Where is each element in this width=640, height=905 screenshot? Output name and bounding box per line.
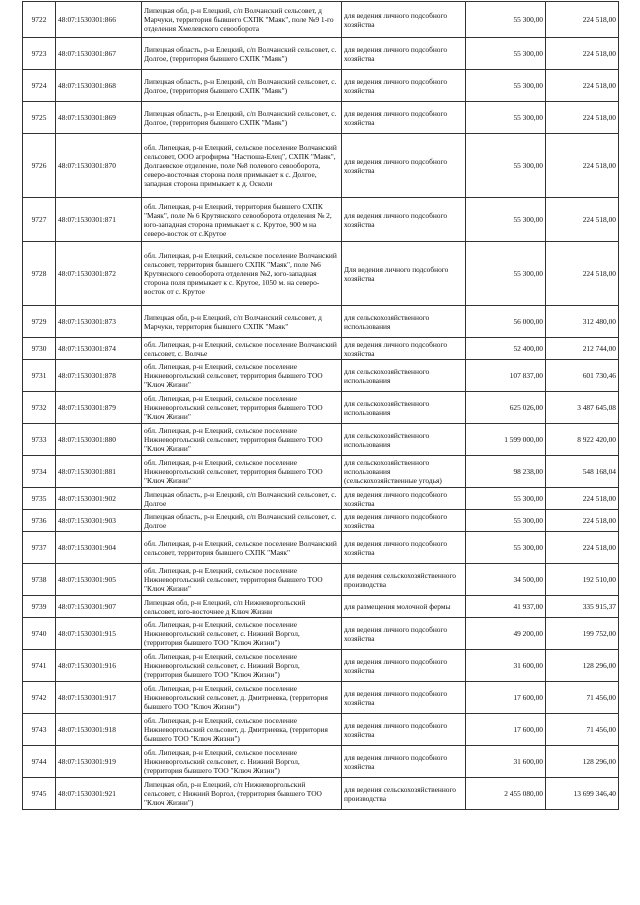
table-row bbox=[23, 70, 619, 102]
permitted-use-cell: для ведения личного подсобного хозяйства bbox=[342, 198, 466, 242]
permitted-use-cell: для сельскохозяйственного использования bbox=[342, 424, 466, 456]
cadastral-value-cell: 212 744,00 bbox=[546, 338, 619, 360]
cadastral-number-cell: 48:07:1530301:866 bbox=[56, 2, 142, 38]
row-number-cell: 9730 bbox=[23, 338, 56, 360]
cadastral-value-cell: 601 730,46 bbox=[546, 360, 619, 392]
table-row bbox=[23, 338, 619, 360]
cadastral-number-cell: 48:07:1530301:874 bbox=[56, 338, 142, 360]
permitted-use-cell: для размещения молочной фермы bbox=[342, 596, 466, 618]
permitted-use-cell: для сельскохозяйственного использования bbox=[342, 360, 466, 392]
table-row bbox=[23, 532, 619, 564]
row-number-cell: 9732 bbox=[23, 392, 56, 424]
row-number-cell: 9735 bbox=[23, 488, 56, 510]
area-cell: 55 300,00 bbox=[466, 134, 546, 198]
row-number-cell: 9742 bbox=[23, 682, 56, 714]
area-cell: 55 300,00 bbox=[466, 38, 546, 70]
area-cell: 55 300,00 bbox=[466, 510, 546, 532]
row-number-cell: 9724 bbox=[23, 70, 56, 102]
cadastral-number-cell: 48:07:1530301:870 bbox=[56, 134, 142, 198]
row-number-cell: 9726 bbox=[23, 134, 56, 198]
address-cell: обл. Липецкая, р-н Елецкий, сельское поселение Нижневоргольский сельсовет, территория бывшего ТОО "Ключ Жизни" bbox=[142, 392, 342, 424]
cadastral-number-cell: 48:07:1530301:869 bbox=[56, 102, 142, 134]
area-cell: 625 026,00 bbox=[466, 392, 546, 424]
address-cell: обл. Липецкая, р-н Елецкий, сельское поселение Нижневоргольский сельсовет, территория бывшего ТОО "Ключ Жизни" bbox=[142, 564, 342, 596]
row-number-cell: 9729 bbox=[23, 306, 56, 338]
area-cell: 49 200,00 bbox=[466, 618, 546, 650]
permitted-use-cell: для ведения личного подсобного хозяйства bbox=[342, 532, 466, 564]
table-row bbox=[23, 198, 619, 242]
permitted-use-cell: для сельскохозяйственного использования (сельскохозяйственные угодья) bbox=[342, 456, 466, 488]
area-cell: 55 300,00 bbox=[466, 242, 546, 306]
address-cell: обл. Липецкая, р-н Елецкий, сельское поселение Нижневоргольский сельсовет, с. Нижний Воргол, (территория бывшего ТОО "Ключ Жизни") bbox=[142, 746, 342, 778]
area-cell: 55 300,00 bbox=[466, 2, 546, 38]
table-row bbox=[23, 650, 619, 682]
address-cell: обл. Липецкая, р-н Елецкий, сельское поселение Нижневоргольский сельсовет, с. Нижний Воргол, (территория бывшего ТОО "Ключ Жизни") bbox=[142, 650, 342, 682]
permitted-use-cell: для сельскохозяйственного использования bbox=[342, 392, 466, 424]
table-row bbox=[23, 306, 619, 338]
row-number-cell: 9740 bbox=[23, 618, 56, 650]
table-row bbox=[23, 360, 619, 392]
table-row bbox=[23, 746, 619, 778]
table-row bbox=[23, 682, 619, 714]
permitted-use-cell: для ведения личного подсобного хозяйства bbox=[342, 38, 466, 70]
table-row bbox=[23, 134, 619, 198]
cadastral-number-cell: 48:07:1530301:902 bbox=[56, 488, 142, 510]
cadastral-number-cell: 48:07:1530301:871 bbox=[56, 198, 142, 242]
cadastral-value-cell: 548 168,04 bbox=[546, 456, 619, 488]
cadastral-number-cell: 48:07:1530301:867 bbox=[56, 38, 142, 70]
permitted-use-cell: для ведения личного подсобного хозяйства bbox=[342, 134, 466, 198]
cadastral-number-cell: 48:07:1530301:878 bbox=[56, 360, 142, 392]
address-cell: обл. Липецкая, р-н Елецкий, сельское поселение Нижневоргольский сельсовет, с. Нижний Воргол, (территория бывшего ТОО "Ключ Жизни") bbox=[142, 618, 342, 650]
address-cell: Липецкая обл, р-н Елецкий, с/п Волчанский сельсовет, д Марчуки, территория бывшего СХПК "Маяк", поле №9 1-го отделения Хмелевского севооборота bbox=[142, 2, 342, 38]
row-number-cell: 9728 bbox=[23, 242, 56, 306]
area-cell: 17 600,00 bbox=[466, 714, 546, 746]
area-cell: 1 599 000,00 bbox=[466, 424, 546, 456]
permitted-use-cell: для ведения личного подсобного хозяйства bbox=[342, 2, 466, 38]
row-number-cell: 9737 bbox=[23, 532, 56, 564]
cadastral-number-cell: 48:07:1530301:868 bbox=[56, 70, 142, 102]
cadastral-number-cell: 48:07:1530301:880 bbox=[56, 424, 142, 456]
permitted-use-cell: для ведения личного подсобного хозяйства bbox=[342, 618, 466, 650]
land-registry-table bbox=[22, 1, 619, 810]
cadastral-value-cell: 8 922 420,00 bbox=[546, 424, 619, 456]
permitted-use-cell: для ведения личного подсобного хозяйства bbox=[342, 102, 466, 134]
area-cell: 55 300,00 bbox=[466, 532, 546, 564]
permitted-use-cell: Для ведения личного подсобного хозяйства bbox=[342, 242, 466, 306]
address-cell: обл. Липецкая, р-н Елецкий, сельское поселение Нижневоргольский сельсовет, территория бывшего ТОО "Ключ Жизни" bbox=[142, 456, 342, 488]
area-cell: 55 300,00 bbox=[466, 70, 546, 102]
address-cell: Липецкая обл, р-н Елецкий, с/п Волчанский сельсовет, д Марчуки, территория бывшего СХПК "Маяк" bbox=[142, 306, 342, 338]
cadastral-value-cell: 3 487 645,08 bbox=[546, 392, 619, 424]
permitted-use-cell: для ведения личного подсобного хозяйства bbox=[342, 746, 466, 778]
cadastral-number-cell: 48:07:1530301:873 bbox=[56, 306, 142, 338]
area-cell: 2 455 080,00 bbox=[466, 778, 546, 810]
permitted-use-cell: для ведения личного подсобного хозяйства bbox=[342, 70, 466, 102]
cadastral-number-cell: 48:07:1530301:879 bbox=[56, 392, 142, 424]
address-cell: Липецкая область, р-н Елецкий, с/п Волчанский сельсовет, с. Долгое, (территория бывшего СХПК "Маяк") bbox=[142, 102, 342, 134]
cadastral-value-cell: 224 518,00 bbox=[546, 532, 619, 564]
row-number-cell: 9736 bbox=[23, 510, 56, 532]
table-row bbox=[23, 618, 619, 650]
cadastral-number-cell: 48:07:1530301:872 bbox=[56, 242, 142, 306]
cadastral-value-cell: 199 752,00 bbox=[546, 618, 619, 650]
cadastral-number-cell: 48:07:1530301:919 bbox=[56, 746, 142, 778]
area-cell: 31 600,00 bbox=[466, 650, 546, 682]
area-cell: 55 300,00 bbox=[466, 488, 546, 510]
cadastral-value-cell: 224 518,00 bbox=[546, 102, 619, 134]
address-cell: обл. Липецкая, р-н Елецкий, сельское поселение Нижневоргольский сельсовет, д. Дмитриевка, (территория бывшего ТОО "Ключ Жизни") bbox=[142, 714, 342, 746]
permitted-use-cell: для ведения личного подсобного хозяйства bbox=[342, 338, 466, 360]
address-cell: Липецкая область, р-н Елецкий, с/п Волчанский сельсовет, с. Долгое, (территория бывшего СХПК "Маяк") bbox=[142, 70, 342, 102]
table-row bbox=[23, 456, 619, 488]
table-row bbox=[23, 102, 619, 134]
area-cell: 31 600,00 bbox=[466, 746, 546, 778]
row-number-cell: 9722 bbox=[23, 2, 56, 38]
table-row bbox=[23, 2, 619, 38]
address-cell: обл. Липецкая, р-н Елецкий, сельское поселение Волчанский сельсовет, территория бывшего СХПК "Маяк", поле №6 Крутянского севооборота отделения №2, юго-западная сторона поля примыкает к с. Крутое, 1050 м. на северо-восток от с. Крутое bbox=[142, 242, 342, 306]
table-row bbox=[23, 424, 619, 456]
cadastral-number-cell: 48:07:1530301:907 bbox=[56, 596, 142, 618]
table-row bbox=[23, 242, 619, 306]
cadastral-value-cell: 335 915,37 bbox=[546, 596, 619, 618]
permitted-use-cell: для ведения личного подсобного хозяйства bbox=[342, 682, 466, 714]
address-cell: обл. Липецкая, р-н Елецкий, сельское поселение Волчанский сельсовет, ООО агрофирма "Настюша-Елец", СХПК "Маяк", Долгаевское отделение, поле №8 полевого севооборота, северо-восточная сторона поля примыкает к с. Долгое, западная сторона примыкает к д. Осколи bbox=[142, 134, 342, 198]
permitted-use-cell: для ведения сельскохозяйственного производства bbox=[342, 778, 466, 810]
address-cell: обл. Липецкая, р-н Елецкий, территория бывшего СХПК "Маяк", поле № 6 Крутянского севооборота отделения № 2, юго-западная сторона примыкает к с. Крутое, 900 м на северо-восток от с.Крутое bbox=[142, 198, 342, 242]
permitted-use-cell: для сельскохозяйственного использования bbox=[342, 306, 466, 338]
table-row bbox=[23, 392, 619, 424]
cadastral-number-cell: 48:07:1530301:917 bbox=[56, 682, 142, 714]
row-number-cell: 9725 bbox=[23, 102, 56, 134]
row-number-cell: 9727 bbox=[23, 198, 56, 242]
cadastral-number-cell: 48:07:1530301:903 bbox=[56, 510, 142, 532]
row-number-cell: 9723 bbox=[23, 38, 56, 70]
table-row bbox=[23, 778, 619, 810]
permitted-use-cell: для ведения сельскохозяйственного производства bbox=[342, 564, 466, 596]
area-cell: 55 300,00 bbox=[466, 198, 546, 242]
cadastral-value-cell: 13 699 346,40 bbox=[546, 778, 619, 810]
cadastral-value-cell: 71 456,00 bbox=[546, 682, 619, 714]
area-cell: 52 400,00 bbox=[466, 338, 546, 360]
cadastral-value-cell: 224 518,00 bbox=[546, 38, 619, 70]
cadastral-value-cell: 224 518,00 bbox=[546, 242, 619, 306]
permitted-use-cell: для ведения личного подсобного хозяйства bbox=[342, 488, 466, 510]
cadastral-number-cell: 48:07:1530301:904 bbox=[56, 532, 142, 564]
cadastral-value-cell: 192 510,00 bbox=[546, 564, 619, 596]
area-cell: 56 000,00 bbox=[466, 306, 546, 338]
address-cell: Липецкая область, р-н Елецкий, с/п Волчанский сельсовет, с. Долгое bbox=[142, 510, 342, 532]
cadastral-value-cell: 224 518,00 bbox=[546, 488, 619, 510]
table-row bbox=[23, 488, 619, 510]
table-body bbox=[23, 2, 619, 810]
area-cell: 107 837,00 bbox=[466, 360, 546, 392]
cadastral-value-cell: 224 518,00 bbox=[546, 198, 619, 242]
cadastral-number-cell: 48:07:1530301:916 bbox=[56, 650, 142, 682]
table-row bbox=[23, 510, 619, 532]
cadastral-value-cell: 224 518,00 bbox=[546, 2, 619, 38]
cadastral-number-cell: 48:07:1530301:881 bbox=[56, 456, 142, 488]
cadastral-value-cell: 128 296,00 bbox=[546, 650, 619, 682]
row-number-cell: 9731 bbox=[23, 360, 56, 392]
permitted-use-cell: для ведения личного подсобного хозяйства bbox=[342, 714, 466, 746]
cadastral-value-cell: 312 480,00 bbox=[546, 306, 619, 338]
row-number-cell: 9743 bbox=[23, 714, 56, 746]
area-cell: 41 937,00 bbox=[466, 596, 546, 618]
row-number-cell: 9745 bbox=[23, 778, 56, 810]
row-number-cell: 9734 bbox=[23, 456, 56, 488]
cadastral-value-cell: 71 456,00 bbox=[546, 714, 619, 746]
area-cell: 55 300,00 bbox=[466, 102, 546, 134]
address-cell: Липецкая область, р-н Елецкий, с/п Волчанский сельсовет, с. Долгое, (территория бывшего СХПК "Маяк") bbox=[142, 38, 342, 70]
row-number-cell: 9741 bbox=[23, 650, 56, 682]
address-cell: Липецкая обл, р-н Елецкий, с/п Нижневоргольский сельсовет, юго-восточнее д Ключ Жизни bbox=[142, 596, 342, 618]
cadastral-number-cell: 48:07:1530301:905 bbox=[56, 564, 142, 596]
row-number-cell: 9733 bbox=[23, 424, 56, 456]
cadastral-number-cell: 48:07:1530301:918 bbox=[56, 714, 142, 746]
cadastral-value-cell: 224 518,00 bbox=[546, 510, 619, 532]
row-number-cell: 9739 bbox=[23, 596, 56, 618]
area-cell: 98 238,00 bbox=[466, 456, 546, 488]
permitted-use-cell: для ведения личного подсобного хозяйства bbox=[342, 650, 466, 682]
address-cell: обл. Липецкая, р-н Елецкий, сельское поселение Нижневоргольский сельсовет, территория бывшего ТОО "Ключ Жизни" bbox=[142, 424, 342, 456]
cadastral-number-cell: 48:07:1530301:915 bbox=[56, 618, 142, 650]
table-row bbox=[23, 714, 619, 746]
cadastral-value-cell: 224 518,00 bbox=[546, 134, 619, 198]
cadastral-value-cell: 128 296,00 bbox=[546, 746, 619, 778]
table-row bbox=[23, 38, 619, 70]
table-row bbox=[23, 564, 619, 596]
address-cell: Липецкая область, р-н Елецкий, с/п Волчанский сельсовет, с. Долгое bbox=[142, 488, 342, 510]
address-cell: обл. Липецкая, р-н Елецкий, сельское поселение Волчанский сельсовет, с. Волчье bbox=[142, 338, 342, 360]
row-number-cell: 9738 bbox=[23, 564, 56, 596]
address-cell: обл. Липецкая, р-н Елецкий, сельское поселение Волчанский сельсовет, территория бывшего СХПК "Маяк" bbox=[142, 532, 342, 564]
address-cell: обл. Липецкая, р-н Елецкий, сельское поселение Нижневоргольский сельсовет, территория бывшего ТОО "Ключ Жизни" bbox=[142, 360, 342, 392]
row-number-cell: 9744 bbox=[23, 746, 56, 778]
permitted-use-cell: для ведения личного подсобного хозяйства bbox=[342, 510, 466, 532]
cadastral-number-cell: 48:07:1530301:921 bbox=[56, 778, 142, 810]
area-cell: 17 600,00 bbox=[466, 682, 546, 714]
cadastral-value-cell: 224 518,00 bbox=[546, 70, 619, 102]
area-cell: 34 500,00 bbox=[466, 564, 546, 596]
address-cell: Липецкая обл, р-н Елецкий, с/п Нижневоргольский сельсовет, с Нижний Воргол, (территория бывшего ТОО "Ключ Жизни") bbox=[142, 778, 342, 810]
address-cell: обл. Липецкая, р-н Елецкий, сельское поселение Нижневоргольский сельсовет, д. Дмитриевка, (территория бывшего ТОО "Ключ Жизни") bbox=[142, 682, 342, 714]
table-row bbox=[23, 596, 619, 618]
